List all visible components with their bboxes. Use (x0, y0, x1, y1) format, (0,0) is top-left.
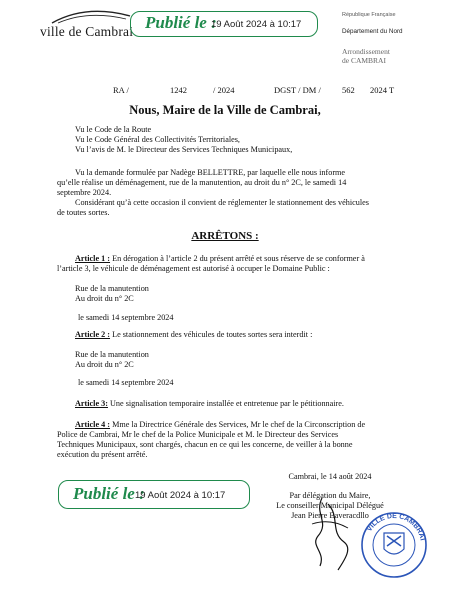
request-line: septembre 2024. (57, 188, 112, 197)
article-2-street: Rue de la manutention (75, 350, 149, 359)
signature-place-date: Cambrai, le 14 août 2024 (288, 472, 372, 481)
request-line: Vu la demande formulée par Nadège BELLETTRE, par laquelle elle nous informe (75, 168, 346, 177)
published-stamp-top (130, 11, 318, 37)
article-3 (75, 399, 344, 409)
department-label: Département du Nord (342, 28, 403, 35)
article-2 (75, 330, 312, 340)
article-4-text-cont: Techniques Municipaux, sont chargés, chacun en ce qui les concerne, de veiller à la bonne (57, 440, 353, 449)
logo-text: ville de Cambrai (40, 24, 134, 39)
arrondissement-name: de CAMBRAI (342, 56, 386, 65)
article-3-text: Une signalisation temporaire installée et entretenue par le pétitionnaire. (107, 399, 344, 408)
stamp-label: Publié le : (145, 13, 217, 32)
signature-name: Jean Pierre Baveracdllo (291, 511, 369, 520)
dgst-label: DGST / DM / (274, 85, 321, 95)
seal-text: VILLE DE CAMBRAI (366, 512, 426, 542)
article-2-label: Article 2 : (75, 330, 111, 339)
official-seal (360, 505, 428, 583)
article-1-street: Rue de la manutention (75, 284, 149, 293)
signature-delegation: Par délégation du Maire, (289, 491, 371, 500)
stamp-date: 19 Août 2024 à 10:17 (211, 19, 302, 30)
article-1-text-cont: l’article 3, le véhicule de déménagement est autorisé à occuper le Domaine Public : (57, 264, 330, 273)
vu-line: Vu le Code Général des Collectivités Territoriales, (75, 135, 240, 144)
article-2-text: Le stationnement des véhicules de toutes sortes sera interdit : (110, 330, 313, 339)
request-line: qu’elle réalise un déménagement, rue de la manutention, au droit du n° 2C, le samedi 14 (57, 178, 347, 187)
arrondissement-label: Arrondissement (342, 47, 390, 56)
article-4-label: Article 4 : (75, 420, 111, 429)
stamp-label: Publié le : (73, 484, 145, 503)
article-1-label: Article 1 : (75, 254, 111, 263)
article-4-text-cont: exécution du présent arrêté. (57, 450, 148, 459)
page-title: Nous, Maire de la Ville de Cambrai, (129, 103, 321, 117)
article-4-text-cont: Police de Cambrai, Mr le chef de la Police Municipale et M. le Directeur des Services (57, 430, 339, 439)
dgst-number: 562 (342, 85, 355, 95)
considering-line: de toutes sortes. (57, 208, 110, 217)
signature-title: Le conseiller Municipal Délégué (276, 501, 384, 510)
republic-label: République Française (342, 12, 396, 18)
stamp-date: 19 Août 2024 à 10:17 (135, 490, 226, 501)
ra-label: RA / (113, 85, 129, 95)
article-3-label: Article 3: (75, 399, 108, 408)
article-4 (75, 420, 365, 430)
ra-year: / 2024 (213, 85, 235, 95)
seal-cross-icon (387, 536, 401, 546)
considering-line: Considérant qu’à cette occasion il convient de réglementer le stationnement des véhicules (75, 198, 369, 207)
dgst-suffix: 2024 T (370, 85, 395, 95)
article-4-text: Mme la Directrice Générale des Services, Mr le chef de la Circonscription de (110, 420, 366, 429)
article-2-location: Au droit du n° 2C (75, 360, 134, 369)
article-1-location: Au droit du n° 2C (75, 294, 134, 303)
published-stamp-bottom (58, 480, 250, 509)
article-1-text: En dérogation à l’article 2 du présent arrêté et sous réserve de se conformer à (110, 254, 365, 263)
article-2-date: le samedi 14 septembre 2024 (78, 378, 174, 387)
ra-number: 1242 (170, 85, 187, 95)
article-1-date: le samedi 14 septembre 2024 (78, 313, 174, 322)
arretons-heading: ARRÊTONS : (191, 230, 259, 242)
article-1 (75, 254, 365, 264)
vu-line: Vu l’avis de M. le Directeur des Services Techniques Municipaux, (75, 145, 293, 154)
vu-line: Vu le Code de la Route (75, 125, 152, 134)
city-logo (38, 8, 136, 44)
